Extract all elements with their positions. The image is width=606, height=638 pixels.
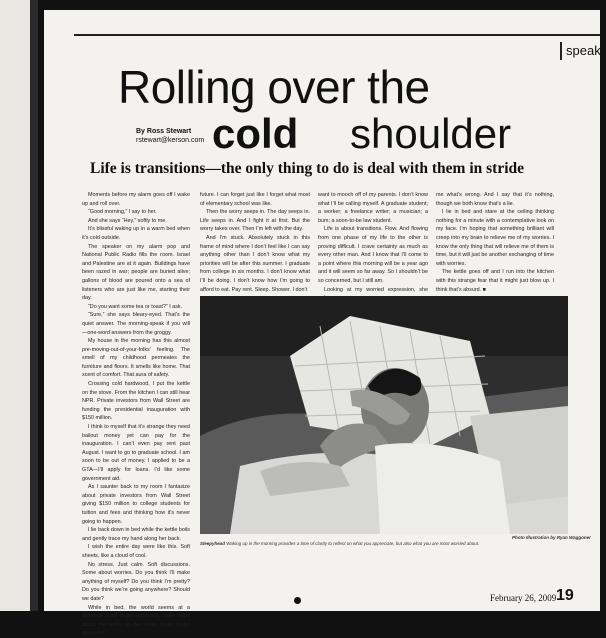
paragraph: My house in the morning has this almost pre-moving-out-of-your-folks’ feeling. The smell of my childhood permeates the furniture and floors. It smells like home. That scent of comfort. That aura of safety. — [82, 338, 190, 379]
article-column-2 — [200, 191, 310, 293]
section-label: speak — [560, 42, 606, 60]
byline-name: By Ross Stewart — [136, 128, 192, 135]
byline — [136, 127, 204, 145]
paragraph: me what’s wrong. And I say that it’s nothing, though we both know that’s a lie. — [436, 192, 554, 207]
paragraph: Looking at my worried expression, she — [324, 286, 428, 293]
paragraph: And I’m stuck. Absolutely stuck in this frame of mind where I don’t feel like I can say anything other than I don’t know what my priorities will be after this summer. I graduate from college in six months. I don’t know what I’ll be doing. I don’t know how I’m going to afford to eat. Pay rent. Sleep. Shower. I don’t — [200, 234, 310, 293]
caption-lead: Sleepyhead — [200, 541, 226, 546]
paragraph: “Sure,” she says bleary-eyed. That’s the quiet answer. The morning-speak if you will—one-word answers from the groggy. — [82, 312, 190, 336]
article-column-1 — [82, 191, 190, 637]
paragraph: The kettle goes off and I run into the kitchen with this strange fear that it might just blow up. I think that’s absurd. ■ — [436, 269, 554, 293]
paragraph: Moments before my alarm goes off I wake up and roll over. — [82, 192, 190, 207]
paragraph: I lie in bed and stare at the ceiling thinking nothing for a minute with a contemplative look on my face. I’m hoping that something brilliant will creep into my brain to relieve me of my worries. I know the only thing that will relieve me of them is time, but it will just be another exchanging of time with worries. — [436, 209, 554, 267]
header-rule — [74, 34, 600, 36]
photo-caption — [200, 541, 479, 546]
article-photo — [200, 296, 568, 534]
paragraph: Then the worry seeps in. The day seeps in. Life seeps in. And I fight it at first. But the worry takes over. Then I’m left with the day. — [200, 209, 310, 233]
magazine-page — [44, 10, 601, 637]
paragraph: No stress. Just calm. Soft discussions. Some about worries. Do you think I’ll make anything of myself? Do you think I’m pretty? Do you think we’re going anywhere? Should we date? — [82, 561, 190, 602]
paragraph: future. I can forget just like I forget what most of elementary school was like. — [200, 192, 310, 207]
paragraph: “Do you want some tea or toast?” I ask. — [88, 303, 183, 310]
paragraph: While in bed, the world seems at a distance. I can forget about war. I can forget about the kettle on the stove. I can forget about the — [82, 604, 190, 637]
headline-line-2: shoulder — [350, 110, 512, 157]
article-column-4 — [436, 191, 554, 293]
paragraph: want to mooch off of my parents. I don’t know what I’ll be calling myself. A graduate student; a worker; a freelance writer; a musician; a bum; a soon-to-be law student. — [318, 192, 428, 224]
paragraph: I lie back down in bed while the kettle boils and gently trace my hand along her back. — [82, 527, 190, 542]
paragraph: I think to myself that it’s strange they need bailout money yet can pay for the inauguration. I can’t even pay rent past August. I want to go to graduate school. I am soon to be out of money. I applied to be a GTA—I’ll apply for loans. I’d like some government aid. — [82, 424, 190, 482]
deck: Life is transitions—the only thing to do is deal with them in stride — [90, 160, 525, 177]
caption-text: Waking up in the morning provides a time of clarity to reflect on what you appreciate, but also what you are most worried about. — [225, 541, 480, 546]
headline-line-1: Rolling over the — [118, 61, 430, 113]
photo-illustration — [200, 296, 568, 534]
paragraph: Crossing cold hardwood, I put the kettle on the stove. From the kitchen I can still hear NPR. Private investors from Wall Street are funding the presidential inauguration with $150 million. — [82, 381, 190, 422]
page-number: 19 — [556, 587, 574, 604]
registration-mark — [294, 597, 301, 604]
paragraph: It’s blissful waking up in a warm bed when it’s cold outside. — [82, 226, 190, 241]
paragraph: The speaker on my alarm pop and National Public Radio fills the room. Israel and Palestine are at it again. Buildings have been razed in war; people are buried alive; gallons of blood are poured onto a sea of listeners who are just like me, starting their day. — [82, 243, 190, 302]
headline-bold-word: cold — [212, 110, 299, 157]
byline-email: rstewart@kerson.com — [136, 137, 205, 144]
previous-page-edge — [0, 0, 38, 611]
paragraph: “Good morning,” I say to her. — [88, 209, 157, 216]
paragraph: Life is about transitions. Flow. And flowing from one phase of my life to the other is proving difficult. I crave certainty as much as every other man. And I know that I’ll come to a point where this morning will be a year ago and it will seem so far away. So I shouldn’t be so concerned, but I still am. — [318, 226, 428, 284]
paragraph: And she says “Hey,” softly to me. — [88, 217, 167, 224]
issue-date: February 26, 2009 — [490, 593, 557, 603]
article-column-3 — [318, 191, 428, 293]
paragraph: As I saunter back to my room I fantasize about private investors from Wall Street giving $150 million to college students for tuition and fees and thinking how it’s never going to happen. — [82, 484, 190, 525]
photo-credit: Photo Illustration by Ryan Waggoner — [512, 535, 591, 540]
paragraph: I wish the entire day were like this. Soft sheets, like a cloud of cool. — [82, 544, 190, 559]
